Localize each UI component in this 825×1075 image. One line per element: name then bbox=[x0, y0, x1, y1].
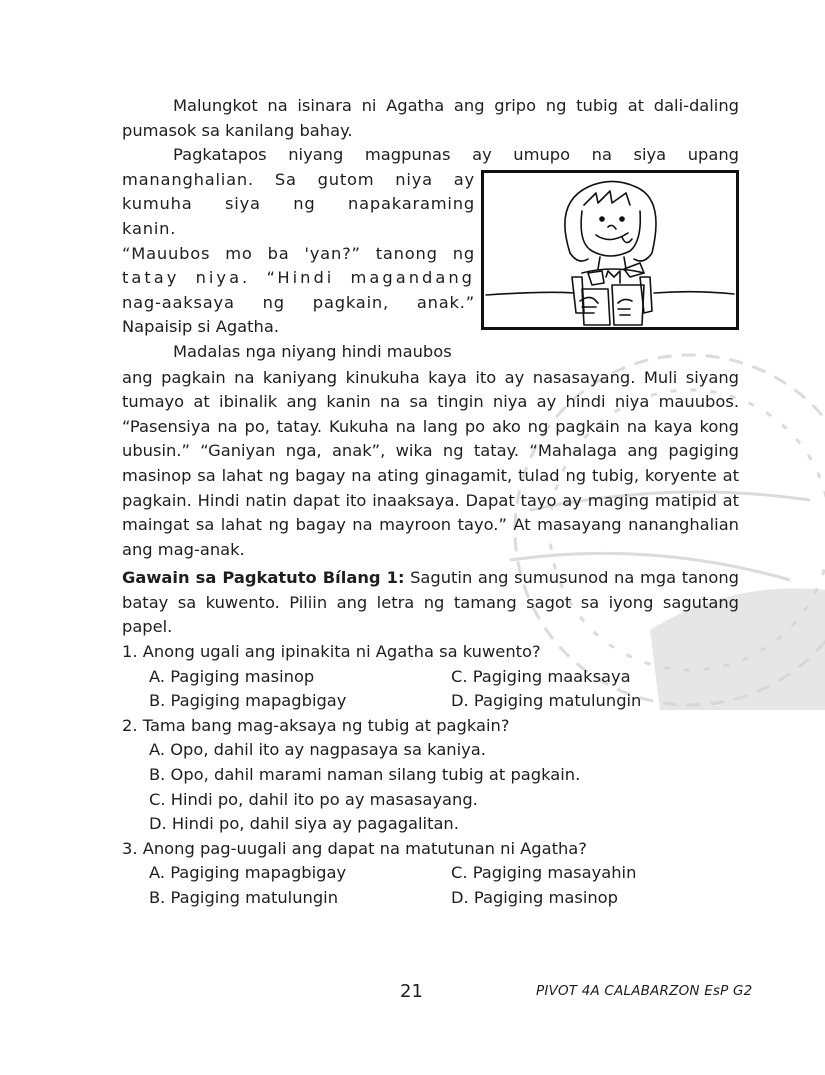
option-b: B. Opo, dahil marami naman silang tubig at pagkain. bbox=[149, 765, 581, 785]
option-b: B. Pagiging matulungin bbox=[149, 888, 339, 907]
option-d: D. Pagiging matulungin bbox=[451, 691, 642, 711]
question-3 bbox=[122, 837, 739, 911]
story-paragraph-3-first-line: Madalas nga niyang hindi maubos bbox=[173, 341, 452, 361]
document-page bbox=[122, 94, 739, 911]
story-paragraph-2-line: nag-aaksaya ng pagkain, anak.” bbox=[122, 292, 475, 312]
option-a: A. Pagiging masinop bbox=[149, 666, 315, 686]
story-paragraph-2-line: tatay niya. “Hindi magandang bbox=[122, 268, 475, 288]
module-reference: PIVOT 4A CALABARZON EsP G2 bbox=[536, 983, 753, 999]
page-number: 21 bbox=[400, 981, 423, 1002]
activity-instructions: Sagutin ang sumusunod na mga tanong batay sa kuwento. Piliin ang letra ng tamang sagot sa iyong sagutang papel. bbox=[122, 568, 739, 637]
story-paragraph-1: Malungkot na isinara ni Agatha ang gripo ng tubig at dali-daling pumasok sa kanilang bahay. bbox=[122, 96, 739, 140]
option-c: C. Pagiging masayahin bbox=[451, 863, 637, 883]
activity-instructions-block bbox=[122, 566, 739, 640]
option-c: C. Pagiging maaksaya bbox=[451, 666, 631, 686]
activity-title: Gawain sa Pagkatuto Bílang 1: bbox=[122, 568, 405, 588]
option-a: A. Pagiging mapagbigay bbox=[149, 863, 347, 883]
story-paragraph-3: ang pagkain na kaniyang kinukuha kaya ito ay nasasayang. Muli siyang tumayo at ibinalik ang kanin na sa tingin niya ay hindi niya mauubos. “Pasensiya na po, tatay. Kukuha na lang po ako ng pagkain na kaya kong ubusin.” “Ganiyan nga, anak”, wika ng tatay. “Mahalaga ang pagiging masinop sa lahat ng bagay na ating ginagamit, tulad ng tubig, koryente at pagkain. Hindi natin dapat ito inaaksaya. Dapat tayo ay maging matipid at maingat sa lahat ng bagay na mayroon tayo.” At masayang nananghalian ang mag-anak. bbox=[122, 367, 739, 559]
girl-with-food-bag-icon bbox=[484, 173, 736, 327]
question-text: 3. Anong pag-uugali ang dapat na matutunan ni Agatha? bbox=[122, 838, 587, 858]
story-paragraph-2-line: Napaisip si Agatha. bbox=[122, 317, 279, 337]
option-d: D. Pagiging masinop bbox=[451, 888, 618, 907]
story-illustration bbox=[481, 170, 739, 330]
question-2 bbox=[122, 714, 739, 837]
option-b: B. Pagiging mapagbigay bbox=[149, 691, 347, 711]
question-text: 2. Tama bang mag-aksaya ng tubig at pagkain? bbox=[122, 715, 510, 735]
option-a: A. Opo, dahil ito ay nagpasaya sa kaniya. bbox=[149, 740, 486, 760]
story-paragraph-2-first-line: Pagkatapos niyang magpunas ay umupo na siya upang bbox=[173, 145, 739, 165]
story-paragraph-2-line: mananghalian. Sa gutom niya ay bbox=[122, 169, 475, 189]
option-c: C. Hindi po, dahil ito po ay masasayang. bbox=[149, 789, 478, 809]
question-1 bbox=[122, 640, 739, 714]
story-paragraph-2-line: kumuha siya ng napakaraming kanin. bbox=[122, 194, 475, 238]
option-d: D. Hindi po, dahil siya ay pagagalitan. bbox=[149, 814, 459, 834]
question-text: 1. Anong ugali ang ipinakita ni Agatha sa kuwento? bbox=[122, 642, 541, 662]
story-paragraph-2-line: “Mauubos mo ba 'yan?” tanong ng bbox=[122, 243, 475, 263]
